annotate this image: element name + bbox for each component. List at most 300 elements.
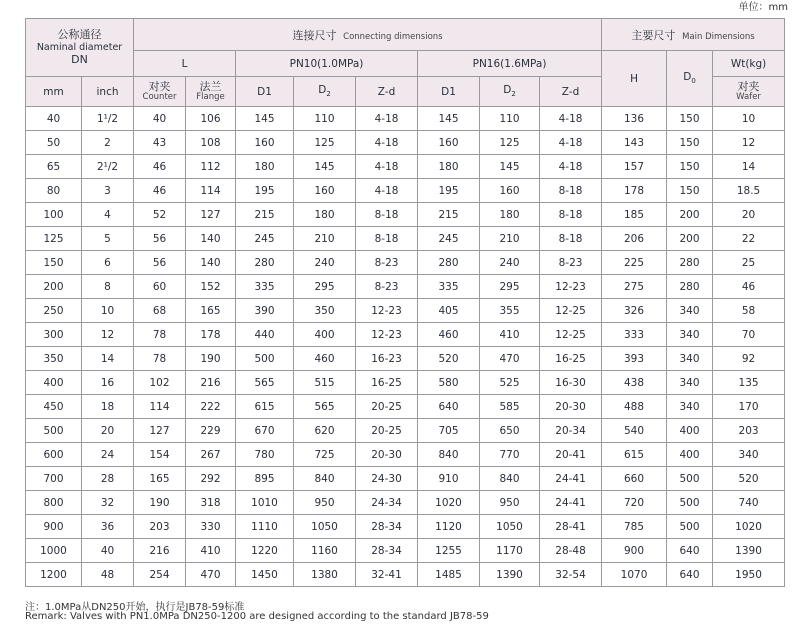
cell-pn16-d2: 950 bbox=[480, 491, 540, 515]
cell-dn-inch: 5 bbox=[82, 227, 134, 251]
pn10-d2-label: D bbox=[318, 84, 327, 97]
cell-dn-inch: 1¹/2 bbox=[82, 107, 134, 131]
cell-pn10-zd: 20-25 bbox=[356, 395, 418, 419]
table-row bbox=[26, 203, 785, 227]
cell-pn16-d2: 180 bbox=[480, 203, 540, 227]
cell-l-counter: 56 bbox=[134, 251, 186, 275]
cell-dn-inch: 48 bbox=[82, 563, 134, 587]
cell-pn16-d1: 405 bbox=[418, 299, 480, 323]
cell-d0: 200 bbox=[667, 227, 713, 251]
cell-pn10-d1: 280 bbox=[236, 251, 294, 275]
cell-pn10-zd: 28-34 bbox=[356, 515, 418, 539]
cell-wt-wafer: 1020 bbox=[713, 515, 785, 539]
main-dimensions-header bbox=[602, 19, 785, 51]
cell-l-flange: 229 bbox=[186, 419, 236, 443]
cell-l-counter: 60 bbox=[134, 275, 186, 299]
cell-pn16-zd: 8-18 bbox=[540, 179, 602, 203]
cell-dn-inch: 28 bbox=[82, 467, 134, 491]
cell-h: 333 bbox=[602, 323, 667, 347]
cell-pn16-d2: 585 bbox=[480, 395, 540, 419]
table-row bbox=[26, 539, 785, 563]
cell-wt-wafer: 170 bbox=[713, 395, 785, 419]
cell-dn-mm: 1000 bbox=[26, 539, 82, 563]
dn-header-en: Naminal diameter bbox=[36, 42, 123, 53]
cell-wt-wafer: 12 bbox=[713, 131, 785, 155]
cell-h: 615 bbox=[602, 443, 667, 467]
cell-pn10-d2: 565 bbox=[294, 395, 356, 419]
cell-dn-mm: 600 bbox=[26, 443, 82, 467]
d0-sub: 0 bbox=[691, 77, 696, 86]
cell-pn10-zd: 28-34 bbox=[356, 539, 418, 563]
cell-pn10-d2: 1160 bbox=[294, 539, 356, 563]
cell-wt-wafer: 203 bbox=[713, 419, 785, 443]
cell-dn-inch: 2¹/2 bbox=[82, 155, 134, 179]
cell-pn16-zd: 4-18 bbox=[540, 131, 602, 155]
cell-h: 488 bbox=[602, 395, 667, 419]
cell-pn16-d2: 770 bbox=[480, 443, 540, 467]
cell-pn16-d2: 1050 bbox=[480, 515, 540, 539]
cell-d0: 640 bbox=[667, 563, 713, 587]
table-row bbox=[26, 443, 785, 467]
cell-l-flange: 330 bbox=[186, 515, 236, 539]
cell-wt-wafer: 20 bbox=[713, 203, 785, 227]
wt-wafer-header bbox=[713, 77, 785, 107]
l-header: L bbox=[134, 51, 236, 77]
cell-l-counter: 56 bbox=[134, 227, 186, 251]
cell-pn16-zd: 4-18 bbox=[540, 155, 602, 179]
cell-pn16-d2: 355 bbox=[480, 299, 540, 323]
cell-pn10-d2: 620 bbox=[294, 419, 356, 443]
cell-l-flange: 267 bbox=[186, 443, 236, 467]
cell-pn16-d1: 280 bbox=[418, 251, 480, 275]
cell-wt-wafer: 520 bbox=[713, 467, 785, 491]
pn16-d2-sub: 2 bbox=[511, 90, 516, 99]
cell-pn16-d2: 1170 bbox=[480, 539, 540, 563]
cell-pn10-zd: 12-23 bbox=[356, 299, 418, 323]
cell-pn16-zd: 20-34 bbox=[540, 419, 602, 443]
cell-pn10-d1: 440 bbox=[236, 323, 294, 347]
cell-pn10-zd: 8-23 bbox=[356, 251, 418, 275]
cell-pn10-d2: 725 bbox=[294, 443, 356, 467]
cell-dn-mm: 50 bbox=[26, 131, 82, 155]
cell-pn16-d1: 195 bbox=[418, 179, 480, 203]
cell-dn-inch: 24 bbox=[82, 443, 134, 467]
cell-pn10-d2: 515 bbox=[294, 371, 356, 395]
cell-dn-inch: 14 bbox=[82, 347, 134, 371]
cell-pn16-d2: 110 bbox=[480, 107, 540, 131]
cell-pn16-zd: 20-41 bbox=[540, 443, 602, 467]
table-row bbox=[26, 467, 785, 491]
cell-pn10-zd: 4-18 bbox=[356, 155, 418, 179]
cell-dn-mm: 40 bbox=[26, 107, 82, 131]
cell-l-flange: 222 bbox=[186, 395, 236, 419]
cell-wt-wafer: 18.5 bbox=[713, 179, 785, 203]
cell-pn10-d2: 1050 bbox=[294, 515, 356, 539]
main-header-en: Main Dimensions bbox=[682, 31, 755, 42]
cell-h: 178 bbox=[602, 179, 667, 203]
cell-pn10-d1: 335 bbox=[236, 275, 294, 299]
cell-pn10-d1: 670 bbox=[236, 419, 294, 443]
cell-dn-mm: 500 bbox=[26, 419, 82, 443]
cell-h: 143 bbox=[602, 131, 667, 155]
cell-dn-mm: 1200 bbox=[26, 563, 82, 587]
cell-dn-mm: 125 bbox=[26, 227, 82, 251]
cell-pn16-d2: 210 bbox=[480, 227, 540, 251]
cell-pn10-d1: 1010 bbox=[236, 491, 294, 515]
cell-pn10-d1: 500 bbox=[236, 347, 294, 371]
cell-l-flange: 152 bbox=[186, 275, 236, 299]
cell-pn10-zd: 4-18 bbox=[356, 179, 418, 203]
cell-h: 393 bbox=[602, 347, 667, 371]
cell-l-counter: 114 bbox=[134, 395, 186, 419]
cell-l-flange: 106 bbox=[186, 107, 236, 131]
cell-pn16-d2: 410 bbox=[480, 323, 540, 347]
cell-dn-mm: 100 bbox=[26, 203, 82, 227]
pn10-d2-sub: 2 bbox=[326, 90, 331, 99]
cell-wt-wafer: 70 bbox=[713, 323, 785, 347]
cell-pn10-d2: 210 bbox=[294, 227, 356, 251]
cell-pn10-d1: 195 bbox=[236, 179, 294, 203]
cell-pn10-d2: 145 bbox=[294, 155, 356, 179]
cell-h: 540 bbox=[602, 419, 667, 443]
cell-pn10-d2: 350 bbox=[294, 299, 356, 323]
cell-d0: 150 bbox=[667, 179, 713, 203]
table-row bbox=[26, 179, 785, 203]
cell-pn10-d1: 215 bbox=[236, 203, 294, 227]
cell-dn-inch: 18 bbox=[82, 395, 134, 419]
pn16-zd-header: Z-d bbox=[540, 77, 602, 107]
cell-l-flange: 140 bbox=[186, 227, 236, 251]
cell-h: 785 bbox=[602, 515, 667, 539]
cell-d0: 280 bbox=[667, 275, 713, 299]
cell-pn10-d1: 1220 bbox=[236, 539, 294, 563]
cell-pn10-d2: 160 bbox=[294, 179, 356, 203]
cell-pn10-zd: 32-41 bbox=[356, 563, 418, 587]
cell-dn-inch: 12 bbox=[82, 323, 134, 347]
cell-pn16-d2: 1390 bbox=[480, 563, 540, 587]
cell-pn16-d2: 160 bbox=[480, 179, 540, 203]
pn16-d1-header: D1 bbox=[418, 77, 480, 107]
cell-pn16-d2: 145 bbox=[480, 155, 540, 179]
table-row bbox=[26, 107, 785, 131]
counter-header-en: Counter bbox=[142, 91, 177, 102]
cell-pn16-d2: 240 bbox=[480, 251, 540, 275]
cell-pn16-zd: 12-25 bbox=[540, 299, 602, 323]
cell-pn10-d1: 895 bbox=[236, 467, 294, 491]
cell-h: 225 bbox=[602, 251, 667, 275]
cell-h: 157 bbox=[602, 155, 667, 179]
table-row bbox=[26, 515, 785, 539]
cell-dn-inch: 8 bbox=[82, 275, 134, 299]
cell-pn10-d2: 295 bbox=[294, 275, 356, 299]
unit-label: 单位：mm bbox=[738, 2, 788, 13]
inch-header: inch bbox=[82, 77, 134, 107]
cell-dn-mm: 900 bbox=[26, 515, 82, 539]
cell-l-flange: 318 bbox=[186, 491, 236, 515]
cell-h: 206 bbox=[602, 227, 667, 251]
cell-dn-mm: 150 bbox=[26, 251, 82, 275]
cell-l-flange: 470 bbox=[186, 563, 236, 587]
cell-h: 1070 bbox=[602, 563, 667, 587]
cell-pn16-zd: 8-23 bbox=[540, 251, 602, 275]
connecting-header-cn: 连接尺寸 bbox=[292, 28, 337, 42]
cell-pn16-d1: 705 bbox=[418, 419, 480, 443]
cell-d0: 500 bbox=[667, 515, 713, 539]
cell-l-counter: 203 bbox=[134, 515, 186, 539]
cell-d0: 150 bbox=[667, 107, 713, 131]
cell-wt-wafer: 340 bbox=[713, 443, 785, 467]
cell-l-flange: 127 bbox=[186, 203, 236, 227]
cell-dn-mm: 250 bbox=[26, 299, 82, 323]
flange-header-en: Flange bbox=[196, 91, 225, 102]
cell-pn16-d2: 295 bbox=[480, 275, 540, 299]
cell-pn16-d1: 580 bbox=[418, 371, 480, 395]
cell-d0: 340 bbox=[667, 371, 713, 395]
cell-pn16-zd: 20-30 bbox=[540, 395, 602, 419]
cell-pn16-d1: 460 bbox=[418, 323, 480, 347]
cell-pn16-zd: 4-18 bbox=[540, 107, 602, 131]
pn16-d2-header bbox=[480, 77, 540, 107]
cell-l-counter: 216 bbox=[134, 539, 186, 563]
wt-wafer-cn: 对夹 bbox=[737, 79, 760, 93]
cell-pn16-zd: 28-41 bbox=[540, 515, 602, 539]
cell-pn10-d1: 780 bbox=[236, 443, 294, 467]
cell-l-counter: 78 bbox=[134, 323, 186, 347]
cell-pn10-zd: 24-34 bbox=[356, 491, 418, 515]
cell-d0: 640 bbox=[667, 539, 713, 563]
cell-l-counter: 43 bbox=[134, 131, 186, 155]
cell-pn16-d1: 910 bbox=[418, 467, 480, 491]
cell-d0: 340 bbox=[667, 323, 713, 347]
cell-dn-inch: 16 bbox=[82, 371, 134, 395]
table-body bbox=[26, 107, 785, 587]
note-cn: 注：1.0MPa从DN250开始，执行是JB78-59标准 bbox=[25, 602, 245, 613]
cell-wt-wafer: 22 bbox=[713, 227, 785, 251]
cell-d0: 500 bbox=[667, 491, 713, 515]
cell-pn10-d1: 245 bbox=[236, 227, 294, 251]
cell-dn-inch: 4 bbox=[82, 203, 134, 227]
mm-header: mm bbox=[26, 77, 82, 107]
cell-pn16-zd: 16-30 bbox=[540, 371, 602, 395]
cell-pn16-d1: 1485 bbox=[418, 563, 480, 587]
table-row bbox=[26, 563, 785, 587]
table-row bbox=[26, 227, 785, 251]
cell-h: 136 bbox=[602, 107, 667, 131]
cell-wt-wafer: 1950 bbox=[713, 563, 785, 587]
cell-wt-wafer: 25 bbox=[713, 251, 785, 275]
table-row bbox=[26, 155, 785, 179]
cell-pn10-d2: 840 bbox=[294, 467, 356, 491]
cell-d0: 340 bbox=[667, 299, 713, 323]
cell-l-counter: 127 bbox=[134, 419, 186, 443]
dn-header bbox=[26, 19, 134, 77]
cell-l-counter: 46 bbox=[134, 155, 186, 179]
cell-pn16-d1: 1120 bbox=[418, 515, 480, 539]
cell-pn16-d2: 650 bbox=[480, 419, 540, 443]
cell-dn-inch: 20 bbox=[82, 419, 134, 443]
cell-dn-mm: 700 bbox=[26, 467, 82, 491]
cell-pn10-zd: 8-18 bbox=[356, 227, 418, 251]
cell-pn16-d1: 1255 bbox=[418, 539, 480, 563]
cell-d0: 150 bbox=[667, 131, 713, 155]
cell-h: 185 bbox=[602, 203, 667, 227]
cell-dn-inch: 36 bbox=[82, 515, 134, 539]
cell-pn10-zd: 12-23 bbox=[356, 323, 418, 347]
cell-pn16-zd: 12-25 bbox=[540, 323, 602, 347]
cell-h: 438 bbox=[602, 371, 667, 395]
cell-pn16-d1: 520 bbox=[418, 347, 480, 371]
cell-pn16-d1: 145 bbox=[418, 107, 480, 131]
cell-d0: 150 bbox=[667, 155, 713, 179]
cell-pn16-d1: 840 bbox=[418, 443, 480, 467]
cell-d0: 340 bbox=[667, 395, 713, 419]
dimension-table bbox=[25, 18, 785, 587]
cell-dn-inch: 40 bbox=[82, 539, 134, 563]
cell-dn-mm: 65 bbox=[26, 155, 82, 179]
pn16-header: PN16(1.6MPa) bbox=[418, 51, 602, 77]
cell-d0: 200 bbox=[667, 203, 713, 227]
cell-wt-wafer: 1390 bbox=[713, 539, 785, 563]
cell-dn-inch: 10 bbox=[82, 299, 134, 323]
cell-l-counter: 254 bbox=[134, 563, 186, 587]
cell-pn16-d2: 470 bbox=[480, 347, 540, 371]
table-row bbox=[26, 299, 785, 323]
cell-l-counter: 102 bbox=[134, 371, 186, 395]
cell-pn10-zd: 16-25 bbox=[356, 371, 418, 395]
cell-dn-inch: 32 bbox=[82, 491, 134, 515]
pn10-d1-header: D1 bbox=[236, 77, 294, 107]
cell-pn16-d1: 160 bbox=[418, 131, 480, 155]
flange-header-cn: 法兰 bbox=[199, 79, 222, 93]
cell-l-flange: 190 bbox=[186, 347, 236, 371]
pn10-header: PN10(1.0MPa) bbox=[236, 51, 418, 77]
cell-dn-inch: 6 bbox=[82, 251, 134, 275]
cell-dn-mm: 400 bbox=[26, 371, 82, 395]
cell-pn16-d1: 1020 bbox=[418, 491, 480, 515]
cell-l-flange: 216 bbox=[186, 371, 236, 395]
cell-l-counter: 68 bbox=[134, 299, 186, 323]
cell-l-flange: 108 bbox=[186, 131, 236, 155]
cell-pn16-d1: 335 bbox=[418, 275, 480, 299]
cell-wt-wafer: 135 bbox=[713, 371, 785, 395]
cell-pn10-d1: 160 bbox=[236, 131, 294, 155]
cell-pn10-d1: 390 bbox=[236, 299, 294, 323]
note-en: Remark: Valves with PN1.0MPa DN250-1200 are designed according to the standard JB78-59 bbox=[25, 611, 489, 622]
cell-pn16-zd: 32-54 bbox=[540, 563, 602, 587]
cell-pn16-zd: 28-48 bbox=[540, 539, 602, 563]
cell-h: 900 bbox=[602, 539, 667, 563]
cell-dn-mm: 450 bbox=[26, 395, 82, 419]
cell-pn16-d1: 640 bbox=[418, 395, 480, 419]
cell-l-counter: 46 bbox=[134, 179, 186, 203]
cell-l-flange: 410 bbox=[186, 539, 236, 563]
cell-d0: 280 bbox=[667, 251, 713, 275]
counter-header-cn: 对夹 bbox=[148, 79, 171, 93]
cell-d0: 500 bbox=[667, 467, 713, 491]
cell-dn-mm: 350 bbox=[26, 347, 82, 371]
cell-pn10-zd: 8-18 bbox=[356, 203, 418, 227]
cell-pn16-zd: 12-23 bbox=[540, 275, 602, 299]
cell-pn16-zd: 16-25 bbox=[540, 347, 602, 371]
cell-pn10-d2: 950 bbox=[294, 491, 356, 515]
cell-pn10-d1: 615 bbox=[236, 395, 294, 419]
pn10-zd-header: Z-d bbox=[356, 77, 418, 107]
table-row bbox=[26, 251, 785, 275]
table-row bbox=[26, 419, 785, 443]
cell-wt-wafer: 740 bbox=[713, 491, 785, 515]
cell-d0: 340 bbox=[667, 347, 713, 371]
cell-pn10-zd: 20-30 bbox=[356, 443, 418, 467]
h-header: H bbox=[602, 51, 667, 107]
cell-pn16-d1: 245 bbox=[418, 227, 480, 251]
cell-dn-mm: 800 bbox=[26, 491, 82, 515]
cell-wt-wafer: 10 bbox=[713, 107, 785, 131]
cell-h: 275 bbox=[602, 275, 667, 299]
cell-pn16-d1: 180 bbox=[418, 155, 480, 179]
cell-pn10-zd: 4-18 bbox=[356, 107, 418, 131]
cell-wt-wafer: 92 bbox=[713, 347, 785, 371]
cell-l-flange: 112 bbox=[186, 155, 236, 179]
cell-pn10-d2: 110 bbox=[294, 107, 356, 131]
cell-pn10-d2: 180 bbox=[294, 203, 356, 227]
cell-pn10-d2: 460 bbox=[294, 347, 356, 371]
cell-l-counter: 165 bbox=[134, 467, 186, 491]
cell-l-flange: 165 bbox=[186, 299, 236, 323]
cell-pn10-d1: 180 bbox=[236, 155, 294, 179]
cell-pn16-d2: 525 bbox=[480, 371, 540, 395]
cell-pn16-zd: 24-41 bbox=[540, 491, 602, 515]
cell-h: 326 bbox=[602, 299, 667, 323]
cell-wt-wafer: 58 bbox=[713, 299, 785, 323]
cell-pn10-d2: 1380 bbox=[294, 563, 356, 587]
flange-header bbox=[186, 77, 236, 107]
connecting-dimensions-header bbox=[134, 19, 602, 51]
cell-d0: 400 bbox=[667, 443, 713, 467]
cell-h: 720 bbox=[602, 491, 667, 515]
cell-pn10-d1: 1450 bbox=[236, 563, 294, 587]
cell-wt-wafer: 46 bbox=[713, 275, 785, 299]
cell-pn10-d2: 240 bbox=[294, 251, 356, 275]
cell-pn16-d2: 125 bbox=[480, 131, 540, 155]
table-row bbox=[26, 395, 785, 419]
cell-l-counter: 78 bbox=[134, 347, 186, 371]
dn-header-cn: 公称通径 bbox=[57, 28, 102, 41]
cell-dn-inch: 2 bbox=[82, 131, 134, 155]
cell-pn10-zd: 4-18 bbox=[356, 131, 418, 155]
table-row bbox=[26, 323, 785, 347]
cell-dn-mm: 200 bbox=[26, 275, 82, 299]
cell-pn10-d1: 1110 bbox=[236, 515, 294, 539]
cell-l-flange: 292 bbox=[186, 467, 236, 491]
cell-pn16-zd: 8-18 bbox=[540, 203, 602, 227]
cell-pn10-d1: 145 bbox=[236, 107, 294, 131]
table-row bbox=[26, 347, 785, 371]
cell-l-flange: 178 bbox=[186, 323, 236, 347]
cell-pn10-d2: 125 bbox=[294, 131, 356, 155]
cell-wt-wafer: 14 bbox=[713, 155, 785, 179]
counter-header bbox=[134, 77, 186, 107]
pn16-d2-label: D bbox=[503, 84, 512, 97]
connecting-header-en: Connecting dimensions bbox=[343, 31, 443, 42]
dn-header-code: DN bbox=[71, 53, 88, 66]
table-row bbox=[26, 491, 785, 515]
cell-l-counter: 154 bbox=[134, 443, 186, 467]
cell-dn-inch: 3 bbox=[82, 179, 134, 203]
cell-dn-mm: 300 bbox=[26, 323, 82, 347]
table-row bbox=[26, 371, 785, 395]
cell-pn10-zd: 20-25 bbox=[356, 419, 418, 443]
cell-pn10-d1: 565 bbox=[236, 371, 294, 395]
